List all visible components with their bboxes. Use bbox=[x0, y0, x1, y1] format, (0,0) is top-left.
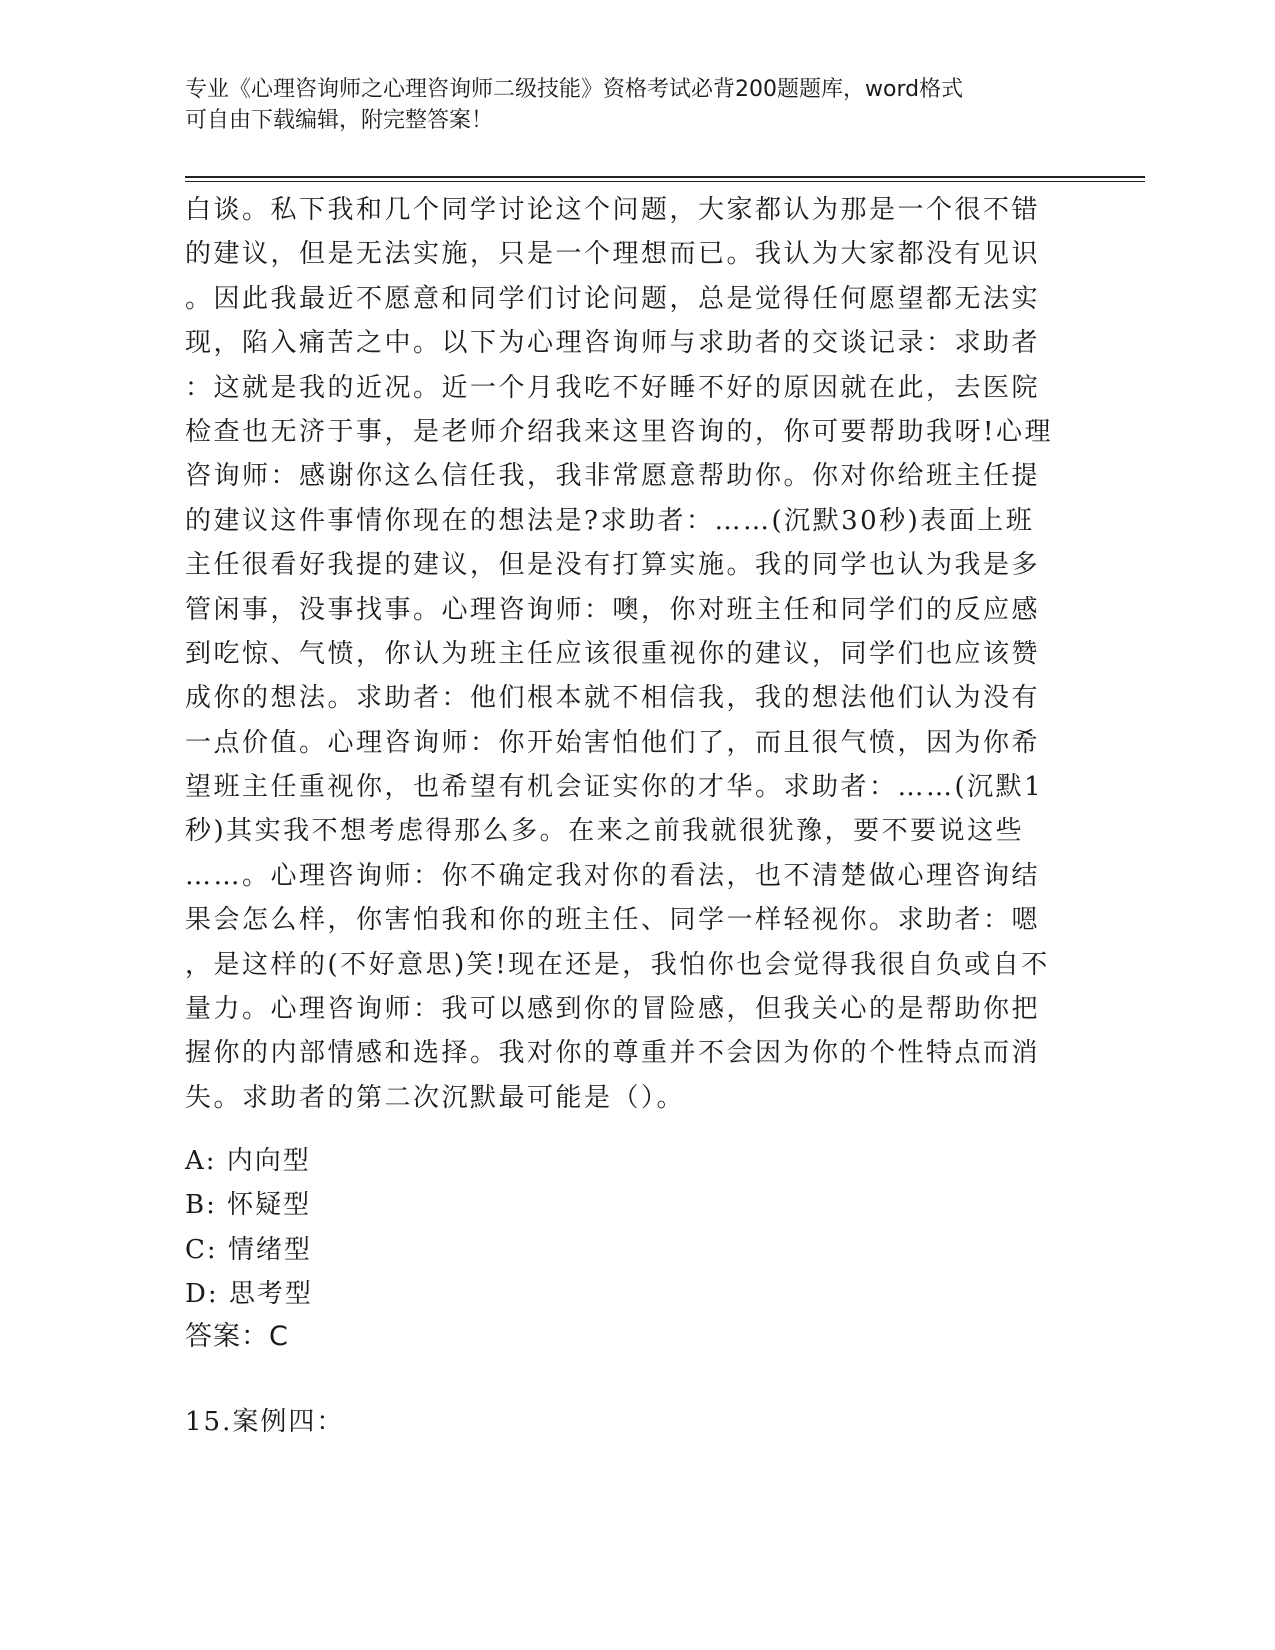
question-line: ，是这样的(不好意思)笑!现在还是，我怕你也会觉得我很自负或自不 bbox=[185, 949, 1050, 980]
question-line: 量力。心理咨询师：我可以感到你的冒险感，但我关心的是帮助你把 bbox=[185, 994, 1041, 1025]
question-line: 到吃惊、气愤，你认为班主任应该很重视你的建议，同学们也应该赞 bbox=[185, 638, 1041, 669]
option-c: C: 情绪型 bbox=[185, 1234, 312, 1265]
question-line: 握你的内部情感和选择。我对你的尊重并不会因为你的个性特点而消 bbox=[185, 1038, 1041, 1069]
question-line: 主任很看好我提的建议，但是没有打算实施。我的同学也认为我是多 bbox=[185, 550, 1041, 581]
question-line: 秒)其实我不想考虑得那么多。在来之前我就很犹豫，要不要说这些 bbox=[185, 816, 1025, 847]
header-divider-thin bbox=[185, 181, 1145, 182]
question-line: 果会怎么样，你害怕我和你的班主任、同学一样轻视你。求助者：嗯 bbox=[185, 905, 1041, 936]
document-header bbox=[185, 74, 1065, 136]
question-line: 检查也无济于事，是老师介绍我来这里咨询的，你可要帮助我呀!心理 bbox=[185, 416, 1053, 447]
answer-key: 答案：C bbox=[185, 1321, 289, 1352]
option-d: D: 思考型 bbox=[185, 1278, 313, 1309]
option-a: A: 内向型 bbox=[185, 1146, 311, 1176]
question-line: 现，陷入痛苦之中。以下为心理咨询师与求助者的交谈记录：求助者 bbox=[185, 328, 1041, 359]
header-divider-thick bbox=[185, 176, 1145, 178]
question-text bbox=[185, 188, 1085, 1120]
question-line: 的建议这件事情你现在的想法是?求助者：……(沉默30秒)表面上班 bbox=[185, 505, 1035, 536]
question-line: 。因此我最近不愿意和同学们讨论问题，总是觉得任何愿望都无法实 bbox=[185, 283, 1041, 314]
question-line: ：这就是我的近况。近一个月我吃不好睡不好的原因就在此，去医院 bbox=[185, 372, 1041, 403]
header-line-1: 专业《心理咨询师之心理咨询师二级技能》资格考试必背200题题库，word格式 bbox=[185, 77, 964, 102]
question-line: 管闲事，没事找事。心理咨询师：噢，你对班主任和同学们的反应感 bbox=[185, 594, 1041, 625]
question-line: 望班主任重视你，也希望有机会证实你的才华。求助者：……(沉默1 bbox=[185, 772, 1044, 803]
question-line: 的建议，但是无法实施，只是一个理想而已。我认为大家都没有见识 bbox=[185, 239, 1041, 270]
question-line: 白谈。私下我和几个同学讨论这个问题，大家都认为那是一个很不错 bbox=[185, 195, 1041, 225]
header-line-2: 可自由下载编辑，附完整答案！ bbox=[185, 108, 494, 133]
question-line: ……。心理咨询师：你不确定我对你的看法，也不清楚做心理咨询结 bbox=[185, 860, 1041, 891]
option-b: B: 怀疑型 bbox=[185, 1190, 312, 1221]
question-line: 成你的想法。求助者：他们根本就不相信我，我的想法他们认为没有 bbox=[185, 683, 1041, 714]
question-line: 失。求助者的第二次沉默最可能是（）。 bbox=[185, 1082, 686, 1113]
question-line: 一点价值。心理咨询师：你开始害怕他们了，而且很气愤，因为你希 bbox=[185, 727, 1041, 758]
answer-options bbox=[185, 1139, 313, 1316]
question-line: 咨询师：感谢你这么信任我，我非常愿意帮助你。你对你给班主任提 bbox=[185, 461, 1041, 492]
next-question-heading: 15.案例四： bbox=[185, 1407, 345, 1437]
